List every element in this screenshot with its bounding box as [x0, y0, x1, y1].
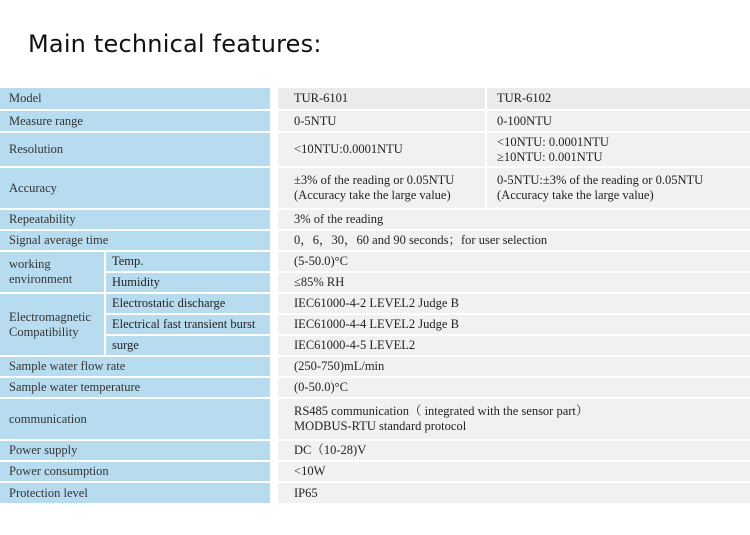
label-temp: Temp.	[106, 252, 272, 273]
table-row-accuracy	[0, 168, 750, 210]
value-resolution-6102-line1: <10NTU: 0.0001NTU	[497, 134, 609, 149]
label-resolution: Resolution	[0, 133, 272, 168]
value-surge: IEC61000-4-5 LEVEL2	[278, 336, 750, 357]
table-row-flow-rate	[0, 357, 750, 378]
table-row-communication	[0, 399, 750, 441]
value-accuracy-6101-line2: (Accuracy take the large value)	[294, 188, 451, 202]
table-row-protection-level	[0, 483, 750, 505]
value-communication	[278, 399, 750, 441]
table-row-humidity	[0, 273, 750, 294]
label-emc-line2: Compatibility	[9, 324, 79, 339]
label-working-environment-line1: working	[9, 257, 51, 271]
spec-table	[0, 88, 750, 505]
label-humidity: Humidity	[106, 273, 272, 294]
label-repeatability: Repeatability	[0, 210, 272, 231]
value-accuracy-6101-line1: ±3% of the reading or 0.05NTU	[294, 173, 455, 187]
value-communication-line1: RS485 communication（ integrated with the sensor part）	[294, 404, 589, 418]
value-repeatability: 3% of the reading	[278, 210, 750, 231]
table-row-signal-average-time	[0, 231, 750, 252]
value-protection-level: IP65	[278, 483, 750, 505]
value-electrostatic-discharge: IEC61000-4-2 LEVEL2 Judge B	[278, 294, 750, 315]
table-row-power-supply	[0, 441, 750, 462]
label-power-consumption: Power consumption	[0, 462, 272, 483]
label-flow-rate: Sample water flow rate	[0, 357, 272, 378]
value-resolution-6101: <10NTU:0.0001NTU	[278, 133, 485, 168]
value-accuracy-6101	[278, 168, 485, 210]
label-model: Model	[0, 88, 272, 111]
table-row-measure-range	[0, 111, 750, 133]
value-accuracy-6102-line2: (Accuracy take the large value)	[497, 188, 654, 202]
label-protection-level: Protection level	[0, 483, 272, 505]
table-row-fast-transient	[0, 315, 750, 336]
value-flow-rate: (250-750)mL/min	[278, 357, 750, 378]
table-row-water-temp	[0, 378, 750, 399]
table-row-repeatability	[0, 210, 750, 231]
label-working-environment	[0, 252, 106, 294]
value-measure-range-6101: 0-5NTU	[278, 111, 485, 133]
label-signal-average-time: Signal average time	[0, 231, 272, 252]
value-resolution-6102-line2: ≥10NTU: 0.001NTU	[497, 149, 603, 164]
table-row-power-consumption	[0, 462, 750, 483]
table-row-model	[0, 88, 750, 111]
label-power-supply: Power supply	[0, 441, 272, 462]
page-title: Main technical features:	[28, 30, 322, 58]
value-accuracy-6102-line1: 0-5NTU:±3% of the reading or 0.05NTU	[497, 173, 704, 187]
label-emc	[0, 294, 106, 357]
value-signal-average-time: 0，6，30，60 and 90 seconds；for user selection	[278, 231, 750, 252]
label-measure-range: Measure range	[0, 111, 272, 133]
label-emc-line1: Electromagnetic	[9, 309, 91, 324]
table-row-surge	[0, 336, 750, 357]
table-row-temp	[0, 252, 750, 273]
label-accuracy: Accuracy	[0, 168, 272, 210]
label-fast-transient-burst: Electrical fast transient burst	[106, 315, 272, 336]
label-water-temp: Sample water temperature	[0, 378, 272, 399]
value-measure-range-6102: 0-100NTU	[485, 111, 750, 133]
label-communication: communication	[0, 399, 272, 441]
label-electrostatic-discharge: Electrostatic discharge	[106, 294, 272, 315]
value-humidity: ≤85% RH	[278, 273, 750, 294]
label-working-environment-line2: environment	[9, 272, 73, 286]
value-water-temp: (0-50.0)°C	[278, 378, 750, 399]
value-accuracy-6102	[485, 168, 750, 210]
table-row-resolution	[0, 133, 750, 168]
table-row-electrostatic	[0, 294, 750, 315]
value-power-consumption: <10W	[278, 462, 750, 483]
label-surge: surge	[106, 336, 272, 357]
value-model-6102: TUR-6102	[485, 88, 750, 111]
value-model-6101: TUR-6101	[278, 88, 485, 111]
value-fast-transient-burst: IEC61000-4-4 LEVEL2 Judge B	[278, 315, 750, 336]
value-power-supply: DC（10-28)V	[278, 441, 750, 462]
value-resolution-6102	[485, 133, 750, 168]
value-communication-line2: MODBUS-RTU standard protocol	[294, 419, 467, 433]
value-temp: (5-50.0)°C	[278, 252, 750, 273]
